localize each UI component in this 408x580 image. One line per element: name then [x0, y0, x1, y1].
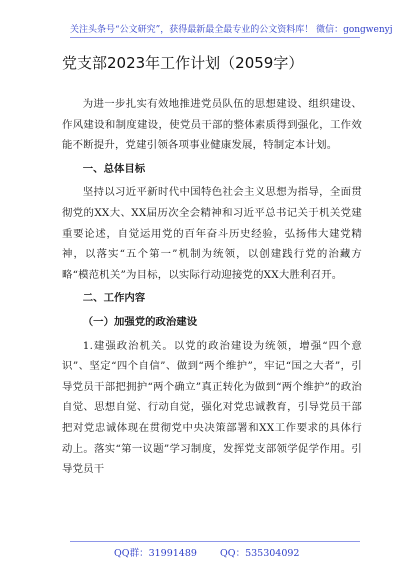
political-paragraph: 1.建强政治机关。以党的政治建设为统领，增强“四个意识”、坚定“四个自信”、做到“两个维护”，牢记“国之大者”，引导党员干部把拥护“两个确立”真正转化为做到“两个维护”的政治自觉、思想自觉、行动自觉，强化对党忠诚教育，引导党员干部把对党忠诚体现在贯彻党中央决策部署和XX工作要求的具体行动上。落实“第一议题”学习制度，发挥党支部领学促学作用。引导党员干 [62, 339, 362, 476]
footer-bar [70, 541, 360, 559]
section-heading-goals: 一、总体目标 [82, 162, 146, 175]
section-heading-content: 二、工作内容 [82, 292, 146, 305]
goals-paragraph: 坚持以习近平新时代中国特色社会主义思想为指导，全面贯彻党的XX大、XX届历次全会精神和习近平总书记关于机关党建重要论述，自觉运用党的百年奋斗历史经验，弘扬伟大建党精神，以落实“五个第一”机制为统领，以创建践行党的治藏方略“模范机关”为目标，以实际行动迎接党的XX大胜利召开。 [62, 186, 362, 281]
header-banner: 关注头条号“公文研究”，获得最新最全最专业的公文资料库！ 微信：gongwenyj [70, 22, 360, 38]
intro-paragraph: 为进一步扎实有效地推进党员队伍的思想建设、组织建设、作风建设和制度建设，使党员干部的整体素质得到强化，工作效能不断提升，党建引领各项事业健康发展，特制定本计划。 [62, 98, 362, 152]
qq-number-text: QQ：535304092 [220, 548, 300, 559]
document-body [62, 94, 362, 483]
document-title: 党支部2023年工作计划（2059字） [62, 54, 304, 72]
subsection-heading-political: （一）加强党的政治建设 [82, 315, 198, 328]
qq-group-text: QQ群：31991489 [114, 548, 197, 559]
